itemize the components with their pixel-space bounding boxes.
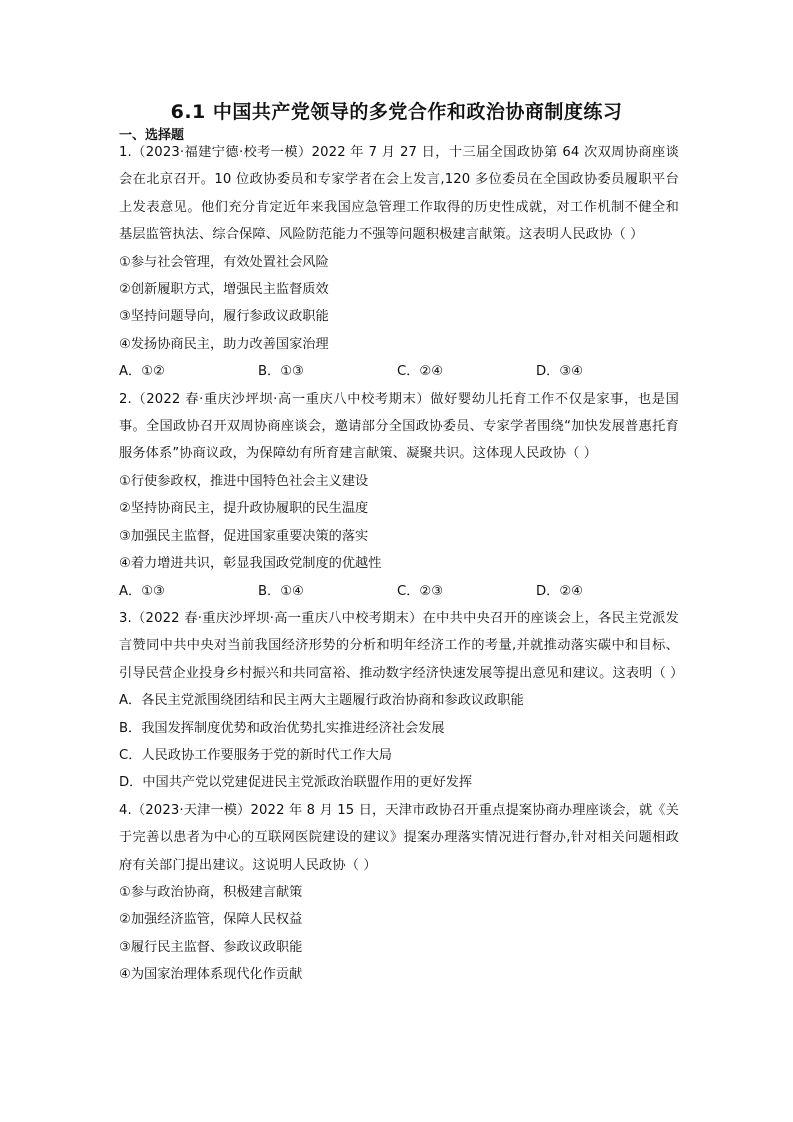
answer-choice-b: B．①③ xyxy=(258,364,304,380)
answer-choices xyxy=(119,358,679,385)
statement-option: ③坚持问题导向，履行参政议政职能 xyxy=(119,309,329,325)
question-3 xyxy=(119,605,684,797)
statement-option: ④着力增进共识，彰显我国政党制度的优越性 xyxy=(119,556,382,572)
question-4 xyxy=(119,797,679,989)
statement-option: ④为国家治理体系现代化作贡献 xyxy=(119,967,303,983)
statement-option: ①行使参政权，推进中国特色社会主义建设 xyxy=(119,473,369,489)
question-1 xyxy=(119,139,679,386)
answer-option: B．我国发挥制度优势和政治优势扎实推进经济社会发展 xyxy=(119,720,445,736)
answer-choice-d: D．③④ xyxy=(536,364,583,380)
answer-option: D．中国共产党以党建促进民主党派政治联盟作用的更好发挥 xyxy=(119,775,473,791)
answer-choice-c: C．②③ xyxy=(397,583,444,599)
answer-choice-a: A．①③ xyxy=(119,583,165,599)
statement-option: ①参与社会管理，有效处置社会风险 xyxy=(119,254,329,270)
question-stem: 4.（2023·天津一模）2022 年 8 月 15 日，天津市政协召开重点提案协商办理座谈会，就《关于完善以患者为中心的互联网医院建设的建议》提案办理落实情况进行督办,针对相关问题相政府有关部门提出建议。这说明人民政协（ ） xyxy=(119,802,679,873)
statement-option: ③履行民主监督、参政议政职能 xyxy=(119,939,303,955)
answer-choice-a: A．①② xyxy=(119,364,165,380)
statement-option: ①参与政治协商，积极建言献策 xyxy=(119,884,303,900)
statement-option: ②加强经济监管，保障人民权益 xyxy=(119,912,303,928)
statement-option: ②创新履职方式，增强民主监督质效 xyxy=(119,282,329,298)
question-stem: 3.（2022 春·重庆沙坪坝·高一重庆八中校考期末）在中共中央召开的座谈会上，各民主党派发言赞同中共中央对当前我国经济形势的分析和明年经济工作的考量,并就推动落实碳中和目标、引导民营企业投身乡村振兴和共同富裕、推动数字经济快速发展等提出意见和建议。这表明（ ） xyxy=(119,610,684,681)
statement-option: ④发扬协商民主，助力改善国家治理 xyxy=(119,336,329,352)
answer-choice-b: B．①④ xyxy=(258,583,304,599)
question-stem: 1.（2023·福建宁德·校考一模）2022 年 7 月 27 日，十三届全国政协第 64 次双周协商座谈会在北京召开。10 位政协委员和专家学者在会上发言,120 多位委员在全国政协委员履职平台上发表意见。他们充分肯定近年来我国应急管理工作取得的历史性成就，对工作机制不健全和基层监管执法、综合保障、风险防范能力不强等问题积极建言献策。这表明人民政协（ ） xyxy=(119,145,679,243)
answer-option: A．各民主党派围绕团结和民主两大主题履行政治协商和参政议政职能 xyxy=(119,693,524,709)
answer-choice-d: D．②④ xyxy=(536,583,583,599)
answer-choice-c: C．②④ xyxy=(397,364,444,380)
document-title: 6.1 中国共产党领导的多党合作和政治协商制度练习 xyxy=(170,101,623,123)
answer-choices xyxy=(119,578,679,605)
question-stem: 2.（2022 春·重庆沙坪坝·高一重庆八中校考期末）做好婴幼儿托育工作不仅是家事，也是国事。全国政协召开双周协商座谈会，邀请部分全国政协委员、专家学者围绕“加快发展普惠托育服务体系”协商议政，为保障幼有所育建言献策、凝聚共识。这体现人民政协（ ） xyxy=(119,391,679,462)
question-list xyxy=(119,139,684,989)
question-2 xyxy=(119,386,679,605)
statement-option: ②坚持协商民主，提升政协履职的民生温度 xyxy=(119,501,369,517)
answer-option: C．人民政协工作要服务于党的新时代工作大局 xyxy=(119,747,392,763)
section-heading: 一、选择题 xyxy=(119,128,185,143)
statement-option: ③加强民主监督，促进国家重要决策的落实 xyxy=(119,528,369,544)
